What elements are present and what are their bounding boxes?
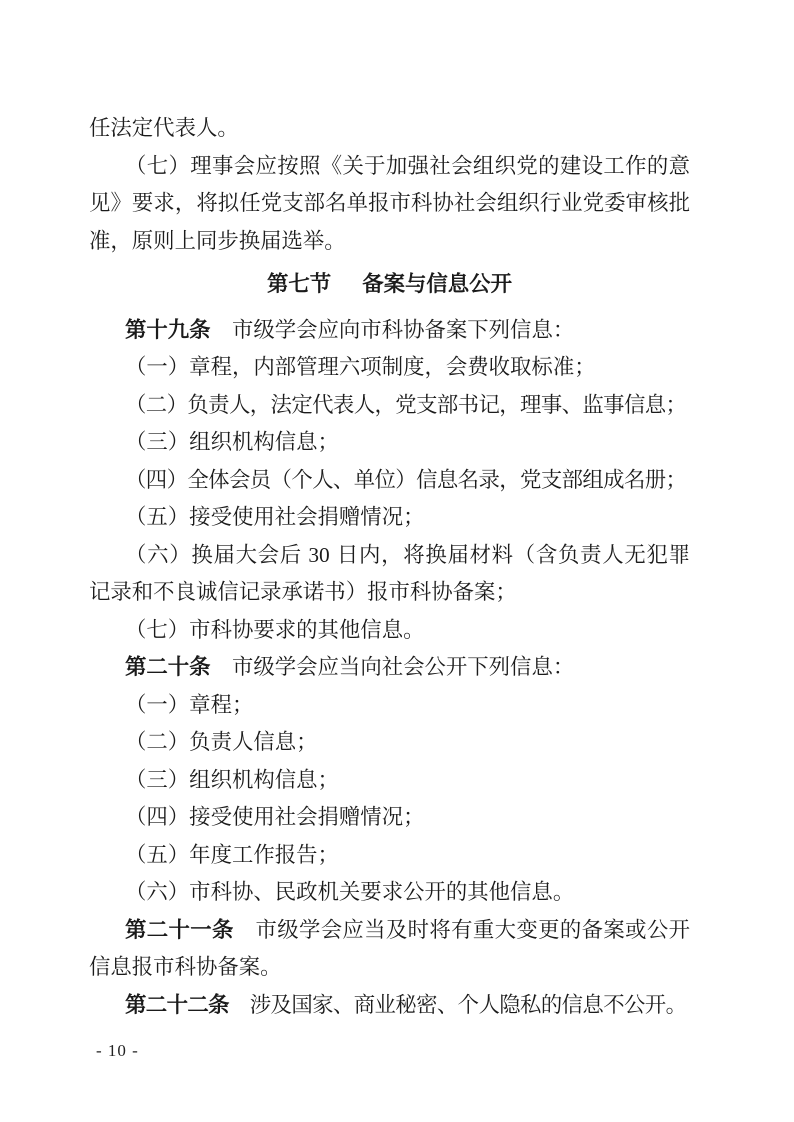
intro-block bbox=[89, 110, 690, 260]
article-20 bbox=[89, 649, 690, 687]
article-20-item-4 bbox=[89, 799, 690, 837]
text-run: （一）章程； bbox=[125, 692, 254, 717]
bold-term: 第二十二条 bbox=[125, 992, 229, 1017]
text-run: （四）全体会员（个人、单位）信息名录，党支部组成名册； bbox=[125, 467, 687, 492]
text-run: （七）理事会应按照《关于加强社会组织党的建设工作的意见》要求，将拟任党支部名单报市科协社会组织行业党委审核批准，原则上同步换届选举。 bbox=[89, 153, 690, 253]
bold-term: 第十九条 bbox=[125, 317, 211, 342]
section-heading bbox=[89, 266, 690, 304]
article-20-item-1 bbox=[89, 687, 690, 725]
article-19-item-5 bbox=[89, 499, 690, 537]
article-19-item-6 bbox=[89, 537, 690, 612]
article-20-item-5 bbox=[89, 837, 690, 875]
bold-term: 第二十条 bbox=[125, 655, 211, 679]
article-20-item-2 bbox=[89, 724, 690, 762]
text-run: （七）市科协要求的其他信息。 bbox=[125, 617, 425, 642]
article-19-item-2 bbox=[89, 387, 690, 425]
article-20-item-6 bbox=[89, 874, 690, 912]
article-19-item-7 bbox=[89, 612, 690, 650]
text-run: （一）章程，内部管理六项制度，会费收取标准； bbox=[125, 355, 596, 379]
item-7-party-committee-review bbox=[89, 148, 690, 261]
text-run: （六）换届大会后 bbox=[125, 542, 302, 567]
text-run: （五）年度工作报告； bbox=[125, 842, 339, 867]
text-run: （三）组织机构信息； bbox=[125, 430, 339, 454]
article-20-item-3 bbox=[89, 762, 690, 800]
number-run: 30 bbox=[308, 542, 330, 567]
page-number: - 10 - bbox=[96, 1041, 139, 1060]
text-run: 任法定代表人。 bbox=[89, 116, 239, 140]
text-run: 涉及国家、商业秘密、个人隐私的信息不公开。 bbox=[228, 992, 687, 1017]
article-19-item-4 bbox=[89, 462, 690, 500]
section-number: 第七节 bbox=[267, 272, 332, 296]
document-body bbox=[89, 110, 690, 1024]
bold-term: 第二十一条 bbox=[125, 917, 234, 942]
text-run: 市级学会应当及时将有重大变更的备案或公开信息报市科协备案。 bbox=[89, 917, 690, 979]
text-run: （四）接受使用社会捐赠情况； bbox=[125, 805, 425, 829]
carryover-line bbox=[89, 110, 690, 148]
article-22 bbox=[89, 987, 690, 1025]
article-21 bbox=[89, 912, 690, 987]
text-run: （三）组织机构信息； bbox=[125, 767, 339, 792]
article-19 bbox=[89, 312, 690, 350]
text-run: 市级学会应向市科协备案下列信息： bbox=[210, 317, 575, 342]
articles-block bbox=[89, 312, 690, 1025]
text-run: 市级学会应当向社会公开下列信息： bbox=[210, 655, 575, 679]
section-title: 备案与信息公开 bbox=[362, 272, 512, 296]
text-run: （二）负责人信息； bbox=[125, 730, 318, 754]
article-19-item-1 bbox=[89, 349, 690, 387]
text-run: （六）市科协、民政机关要求公开的其他信息。 bbox=[125, 880, 575, 904]
text-run: （五）接受使用社会捐赠情况； bbox=[125, 505, 425, 529]
text-run: （二）负责人，法定代表人，党支部书记，理事、监事信息； bbox=[125, 392, 687, 417]
text-run: 日内，将换届材料（含负责人无犯罪记录和不良诚信记录承诺书）报市科协备案； bbox=[89, 542, 690, 604]
article-19-item-3 bbox=[89, 424, 690, 462]
